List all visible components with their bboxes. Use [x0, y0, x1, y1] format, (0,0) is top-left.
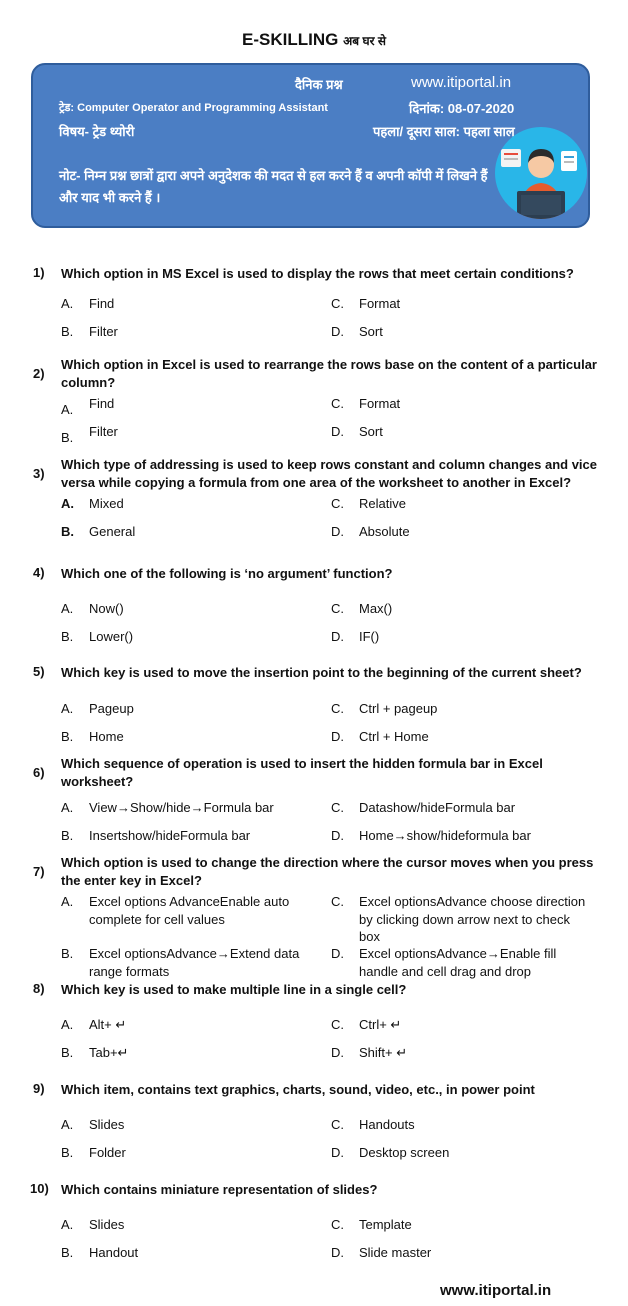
option-letter: B. — [61, 629, 74, 644]
question-text: Which item, contains text graphics, charts, sound, video, etc., in power point — [61, 1082, 535, 1097]
option-text: Slide master — [359, 1245, 432, 1260]
footer-website-link[interactable]: www.itiportal.in — [440, 1282, 552, 1299]
option-text: Ctrl + pageup — [359, 701, 438, 716]
question-text: Which one of the following is ‘no argument’ function? — [61, 566, 393, 581]
option-text: Excel optionsAdvance choose direction by clicking down arrow next to check box — [359, 894, 586, 944]
option-text: Excel optionsAdvance→Extend data range formats — [89, 946, 300, 979]
question-number: 2) — [33, 366, 45, 381]
option-letter: A. — [61, 1217, 74, 1232]
trade-label: ट्रेड: Computer Operator and Programming Assistant — [59, 102, 328, 114]
option-text: Template — [359, 1217, 412, 1232]
question-number: 8) — [33, 981, 45, 996]
info-banner — [31, 63, 590, 228]
option-letter: B. — [61, 524, 74, 539]
option-text: View→Show/hide→Formula bar — [89, 800, 274, 815]
option-text: Handout — [89, 1245, 139, 1260]
option-letter: C. — [331, 296, 344, 311]
option-letter: D. — [331, 324, 344, 339]
option-letter: C. — [331, 601, 344, 616]
option-text: Pageup — [89, 701, 134, 716]
option-text: Relative — [359, 496, 406, 511]
banner-website: www.itiportal.in — [411, 74, 512, 91]
option-text: General — [89, 524, 136, 539]
option-letter: A. — [61, 496, 74, 511]
option-letter: A. — [61, 1017, 74, 1032]
option-text: Folder — [89, 1145, 126, 1160]
option-text: Now() — [89, 601, 124, 616]
option-text: Ctrl + Home — [359, 729, 429, 744]
option-letter: A. — [61, 402, 74, 417]
option-text: Home — [89, 729, 124, 744]
question-number: 7) — [33, 864, 45, 879]
option-letter: D. — [331, 946, 344, 961]
option-text: Mixed — [89, 496, 124, 511]
date-label: दिनांक: 08-07-2020 — [409, 101, 515, 116]
option-text: Handouts — [359, 1117, 415, 1132]
option-text: Desktop screen — [359, 1145, 450, 1160]
question-text: Which option in MS Excel is used to display the rows that meet certain conditions? — [61, 266, 574, 281]
option-text: Max() — [359, 601, 393, 616]
option-text: Home→show/hideformula bar — [359, 828, 531, 843]
option-text: Lower() — [89, 629, 134, 644]
option-letter: A. — [61, 701, 74, 716]
option-text: Alt+ ↵ — [89, 1017, 127, 1032]
option-letter: D. — [331, 1145, 344, 1160]
option-letter: A. — [61, 894, 74, 909]
option-letter: B. — [61, 946, 74, 961]
option-letter: D. — [331, 729, 344, 744]
question-text: Which option in Excel is used to rearrange the rows base on the content of a particular column? — [61, 357, 597, 390]
daily-question-label: दैनिक प्रश्न — [295, 77, 343, 92]
question-number: 9) — [33, 1081, 45, 1096]
option-letter: C. — [331, 1217, 344, 1232]
option-letter: C. — [331, 1117, 344, 1132]
option-text: Filter — [89, 424, 118, 439]
option-letter: B. — [61, 729, 74, 744]
option-letter: A. — [61, 601, 74, 616]
option-letter: D. — [331, 1045, 344, 1060]
option-text: Format — [359, 396, 401, 411]
option-letter: A. — [61, 800, 74, 815]
option-letter: C. — [331, 800, 344, 815]
question-number: 4) — [33, 565, 45, 580]
option-text: Sort — [359, 324, 383, 339]
option-text: IF() — [359, 629, 380, 644]
question-number: 1) — [33, 265, 45, 280]
page-title — [0, 30, 628, 50]
option-text: Slides — [89, 1217, 125, 1232]
option-letter: A. — [61, 296, 74, 311]
title-text: E-SKILLING — [242, 30, 339, 49]
option-text: Ctrl+ ↵ — [359, 1017, 402, 1032]
question-text: Which option is used to change the direction where the cursor moves when you press the enter key in Excel? — [61, 855, 594, 888]
option-letter: B. — [61, 1245, 74, 1260]
option-text: Filter — [89, 324, 118, 339]
question-text: Which contains miniature representation of slides? — [61, 1182, 378, 1197]
option-letter: B. — [61, 1145, 74, 1160]
option-text: Insertshow/hideFormula bar — [89, 828, 251, 843]
subject-label: विषय- ट्रेड थ्योरी — [59, 124, 135, 139]
option-text: Absolute — [359, 524, 410, 539]
question-number: 6) — [33, 765, 45, 780]
year-label: पहला/ दूसरा साल: पहला साल — [373, 124, 515, 139]
teacher-avatar-icon — [495, 127, 587, 219]
option-letter: D. — [331, 524, 344, 539]
question-number: 10) — [30, 1181, 49, 1196]
option-text: Excel optionsAdvance→Enable fill handle and cell drag and drop — [359, 946, 557, 979]
option-letter: D. — [331, 1245, 344, 1260]
option-letter: D. — [331, 828, 344, 843]
option-text: Sort — [359, 424, 383, 439]
option-letter: A. — [61, 1117, 74, 1132]
option-letter: B. — [61, 1045, 74, 1060]
option-letter: D. — [331, 424, 344, 439]
title-hindi: अब घर से — [343, 34, 386, 48]
option-letter: C. — [331, 701, 344, 716]
option-text: Slides — [89, 1117, 125, 1132]
option-text: Find — [89, 396, 115, 411]
option-letter: C. — [331, 894, 344, 909]
option-letter: B. — [61, 430, 74, 445]
note-text: नोट- निम्न प्रश्न छात्रों द्वारा अपने अनुदेशक की मदत से हल करने हैं व अपनी कॉपी में लिखने हैं और याद भी करने हैं । — [59, 168, 488, 205]
option-letter: B. — [61, 324, 74, 339]
question-text: Which key is used to move the insertion point to the beginning of the current sheet? — [61, 665, 582, 680]
option-letter: B. — [61, 828, 74, 843]
question-text: Which type of addressing is used to keep rows constant and column changes and vice versa while copying a formula from one area of the worksheet to another in Excel? — [61, 457, 598, 490]
question-text: Which sequence of operation is used to insert the hidden formula bar in Excel worksheet? — [61, 756, 543, 789]
question-text: Which key is used to make multiple line in a single cell? — [61, 982, 407, 997]
question-number: 3) — [33, 466, 45, 481]
option-text: Shift+ ↵ — [359, 1045, 408, 1060]
option-text: Find — [89, 296, 115, 311]
option-letter: C. — [331, 1017, 344, 1032]
option-text: Tab+↵ — [89, 1045, 129, 1060]
option-text: Format — [359, 296, 401, 311]
option-letter: C. — [331, 396, 344, 411]
option-letter: D. — [331, 629, 344, 644]
option-text: Datashow/hideFormula bar — [359, 800, 516, 815]
question-number: 5) — [33, 664, 45, 679]
option-text: Excel options AdvanceEnable auto complete for cell values — [89, 894, 290, 927]
option-letter: C. — [331, 496, 344, 511]
